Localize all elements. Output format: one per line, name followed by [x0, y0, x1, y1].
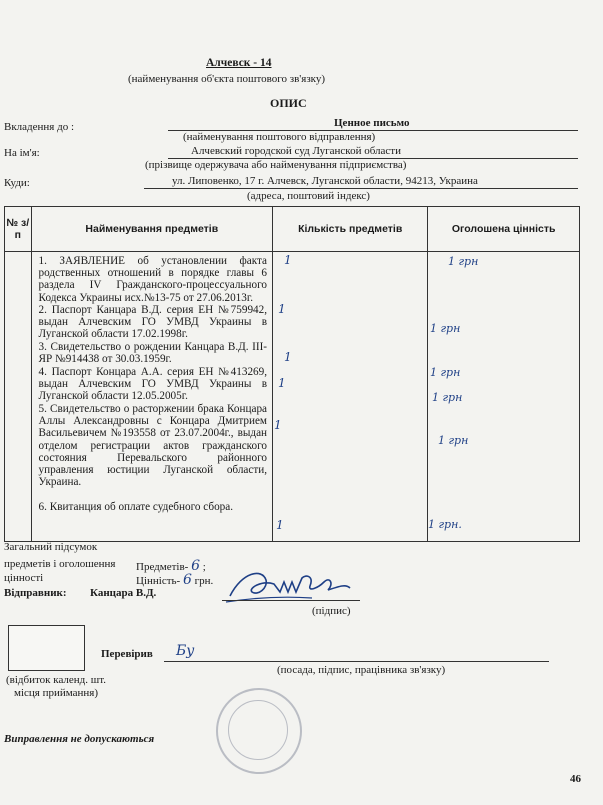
declared-value: 1 грн — [448, 255, 479, 268]
items-cell — [31, 252, 272, 542]
recipient-label: На ім'я: — [4, 147, 40, 159]
recipient-value: Алчевский городской суд Луганской области — [191, 145, 401, 157]
col-quantity-header: Кількість предметів — [273, 207, 428, 252]
stamp-box — [8, 625, 85, 671]
signature-caption: (підпис) — [312, 605, 351, 617]
list-item: 4. Паспорт Концара А.А. серия ЕН №413269, выдан Алчевским ГО УМВД Украины в Луганской области 12.05.2005г. — [38, 366, 268, 403]
col-value-header: Оголошена цінність — [428, 207, 580, 252]
declared-value: 1 грн — [432, 391, 463, 404]
footer-note: Виправлення не допускаються — [4, 733, 155, 745]
items-total-label: Предметів- — [136, 561, 189, 573]
list-item: 3. Свидетельство о рождении Канцара В.Д. III-ЯР №914438 от 30.03.1959г. — [38, 341, 268, 366]
table-header-row — [5, 207, 580, 252]
postmark-inner-ring — [228, 700, 288, 760]
quantity-value: 1 — [274, 418, 282, 432]
stamp-caption: (відбиток календ. шт. місця приймання) — [6, 674, 106, 699]
enclosure-label: Вкладення до : — [4, 121, 75, 133]
list-item: 5. Свидетельство о расторжении брака Концара Аллы Александровны с Концара Дмитрием Васильевичем №193558 от 23.07.2004г., выдан отделом регистрации актов гражданского состояния Перевальского районного управления юстиции Луганской области, Украина. — [38, 403, 268, 489]
signature-scribble — [222, 562, 352, 610]
declared-value: 1 грн — [438, 434, 469, 447]
value-total-unit: грн. — [194, 575, 214, 587]
list-item: 6. Квитанция об оплате судебного сбора. — [38, 501, 234, 513]
declared-value: 1 грн — [430, 366, 461, 379]
address-caption: (адреса, поштовий індекс) — [247, 190, 370, 202]
list-item: 1. ЗАЯВЛЕНИЕ об установлении факта родственных отношений в порядке главы 6 раздела IV Гражданского-процессуального Кодекса Украины исх.№13-75 от 27.06.2013г. — [38, 255, 268, 304]
declared-label-2: цінності — [4, 572, 44, 584]
quantity-value: 1 — [284, 253, 292, 267]
value-total-value: 6 — [182, 572, 192, 588]
sender-name: Канцара В.Д. — [90, 587, 157, 599]
quantity-value: 1 — [276, 518, 284, 532]
document-title: ОПИС — [270, 96, 307, 110]
value-total-label: Цінність- — [136, 575, 181, 587]
quantity-value: 1 — [278, 376, 286, 390]
table-row — [5, 252, 580, 542]
checked-value: Бу — [176, 643, 195, 659]
checked-caption: (посада, підпис, працівника зв'язку) — [277, 664, 446, 676]
declared-label-1: предметів і оголошення — [4, 558, 116, 570]
items-total-suffix: ; — [202, 561, 206, 573]
enclosure-caption: (найменування поштового відправлення) — [183, 131, 376, 143]
items-total-value: 6 — [191, 558, 201, 574]
list-item: 2. Паспорт Канцара В.Д. серия ЕН №759942, выдан Алчевским ГО УМВД Украины в Луганской области 17.02.1998г. — [38, 304, 268, 341]
address-value: ул. Липовенко, 17 г. Алчевск, Луганской области, 94213, Украина — [172, 175, 478, 187]
checked-line — [164, 661, 549, 662]
quantity-cell — [273, 252, 428, 542]
sender-label: Відправник: — [4, 587, 67, 599]
address-line — [144, 188, 578, 189]
col-name-header: Найменування предметів — [31, 207, 272, 252]
declared-value: 1 грн — [430, 322, 461, 335]
recipient-caption: (прізвище одержувача або найменування підприємства) — [145, 159, 407, 171]
col-number-header: № з/п — [5, 207, 32, 252]
number-cell — [5, 252, 32, 542]
declared-value: 1 грн. — [428, 518, 462, 531]
page-number: 46 — [570, 773, 581, 785]
enclosure-value: Ценное письмо — [334, 117, 410, 129]
signature-line — [222, 600, 360, 601]
total-label: Загальний підсумок — [4, 541, 98, 553]
quantity-value: 1 — [278, 302, 286, 316]
quantity-value: 1 — [284, 350, 292, 364]
address-label: Куди: — [4, 177, 30, 189]
checked-label: Перевірив — [101, 648, 153, 660]
office-name: Алчевск - 14 — [206, 57, 272, 69]
items-table — [4, 206, 580, 542]
office-caption: (найменування об'єкта поштового зв'язку) — [128, 73, 326, 85]
